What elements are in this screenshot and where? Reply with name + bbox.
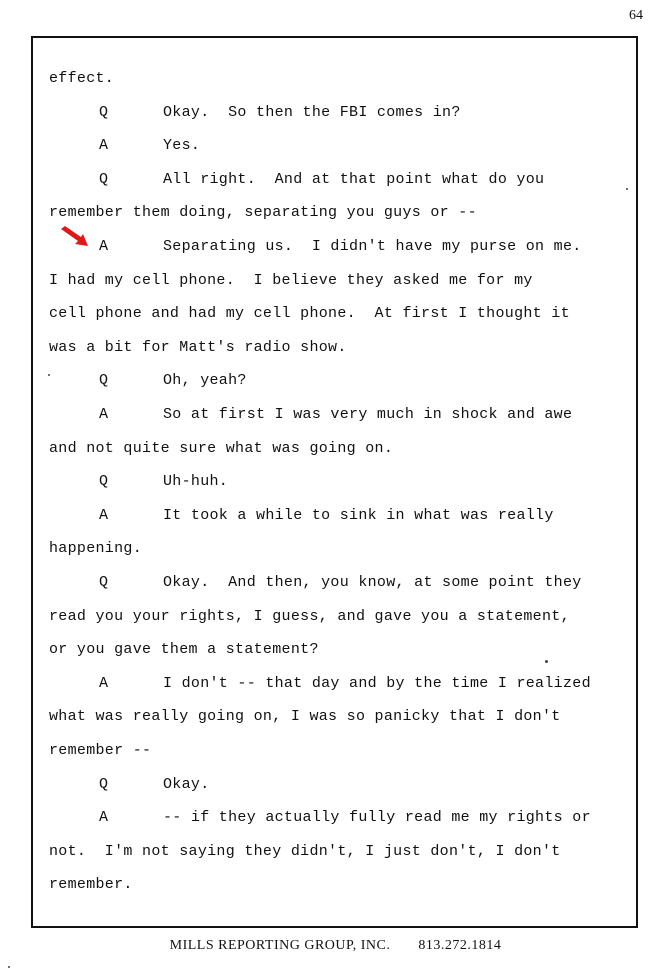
speaker-label: A: [99, 238, 109, 255]
line-text: I had my cell phone. I believe they asked me for my: [49, 271, 533, 289]
line-text: remember them doing, separating you guys or --: [49, 204, 477, 222]
speaker-label: A: [99, 506, 109, 524]
line-text: and not quite sure what was going on.: [49, 439, 394, 457]
speaker-label: Q: [99, 775, 109, 793]
transcript-line-q: [99, 473, 228, 491]
line-text: Okay.: [163, 775, 210, 793]
footer-company: MILLS REPORTING GROUP, INC.: [169, 938, 391, 953]
line-text: Oh, yeah?: [163, 372, 247, 390]
transcript-line-a: [99, 238, 582, 256]
footer: [0, 938, 671, 954]
speaker-label: Q: [99, 574, 109, 591]
transcript-line-a: [99, 675, 591, 693]
transcript-frame: [31, 36, 638, 928]
line-text: remember --: [49, 742, 152, 759]
transcript-line: [49, 339, 347, 357]
footer-phone: 813.272.1814: [418, 938, 502, 953]
transcript-line: [49, 641, 319, 659]
red-arrow-icon: [59, 226, 89, 248]
speaker-label: Q: [99, 103, 109, 121]
line-text: or you gave them a statement?: [49, 641, 319, 659]
transcript-line-q: [99, 104, 461, 122]
transcript-line-a: [99, 809, 591, 827]
transcript-line: [49, 70, 114, 88]
speaker-label: A: [99, 674, 109, 692]
line-text: happening.: [49, 540, 143, 558]
transcript-line: [49, 843, 561, 861]
line-text: not. I'm not saying they didn't, I just don't, I don't: [49, 842, 561, 860]
transcript-line: [49, 204, 477, 222]
transcript-line-q: [99, 776, 210, 794]
speaker-label: A: [99, 809, 109, 827]
scan-speck: [8, 966, 10, 968]
page-number: 64: [629, 8, 643, 23]
line-text: Okay. And then, you know, at some point they: [163, 574, 582, 591]
speaker-label: Q: [99, 473, 109, 491]
line-text: Okay. So then the FBI comes in?: [163, 103, 461, 121]
transcript-line-q: [99, 171, 544, 189]
transcript-line-a: [99, 507, 554, 525]
line-text: Separating us. I didn't have my purse on me.: [163, 238, 582, 255]
line-text: what was really going on, I was so panicky that I don't: [49, 708, 561, 726]
line-text: -- if they actually fully read me my rights or: [163, 809, 591, 827]
transcript-line-q: [99, 574, 582, 592]
transcript-line: [49, 608, 570, 626]
speaker-label: A: [99, 406, 109, 423]
transcript-line-a: [99, 406, 572, 424]
transcript-line: [49, 876, 133, 894]
line-text: Yes.: [163, 137, 201, 155]
line-text: Uh-huh.: [163, 473, 229, 491]
transcript-line: [49, 708, 561, 726]
speaker-label: Q: [99, 372, 109, 390]
scan-speck: [545, 660, 548, 663]
line-text: remember.: [49, 876, 133, 894]
line-text: All right. And at that point what do you: [163, 170, 545, 188]
transcript-line: [49, 742, 151, 760]
transcript-line-q: [99, 372, 247, 390]
transcript-line: [49, 540, 142, 558]
line-text: cell phone and had my cell phone. At first I thought it: [49, 305, 570, 323]
transcript-line: [49, 272, 533, 290]
scan-speck: [48, 374, 50, 376]
scan-speck: [626, 188, 628, 190]
line-text: effect.: [49, 70, 115, 87]
speaker-label: Q: [99, 170, 109, 188]
line-text: I don't -- that day and by the time I realized: [163, 674, 591, 692]
transcript-line-a: [99, 137, 200, 155]
transcript-line: [49, 440, 393, 458]
transcript-line: [49, 305, 570, 323]
line-text: was a bit for Matt's radio show.: [49, 338, 347, 356]
line-text: So at first I was very much in shock and awe: [163, 406, 573, 423]
speaker-label: A: [99, 137, 109, 155]
line-text: read you your rights, I guess, and gave you a statement,: [49, 607, 570, 625]
line-text: It took a while to sink in what was really: [163, 506, 554, 524]
